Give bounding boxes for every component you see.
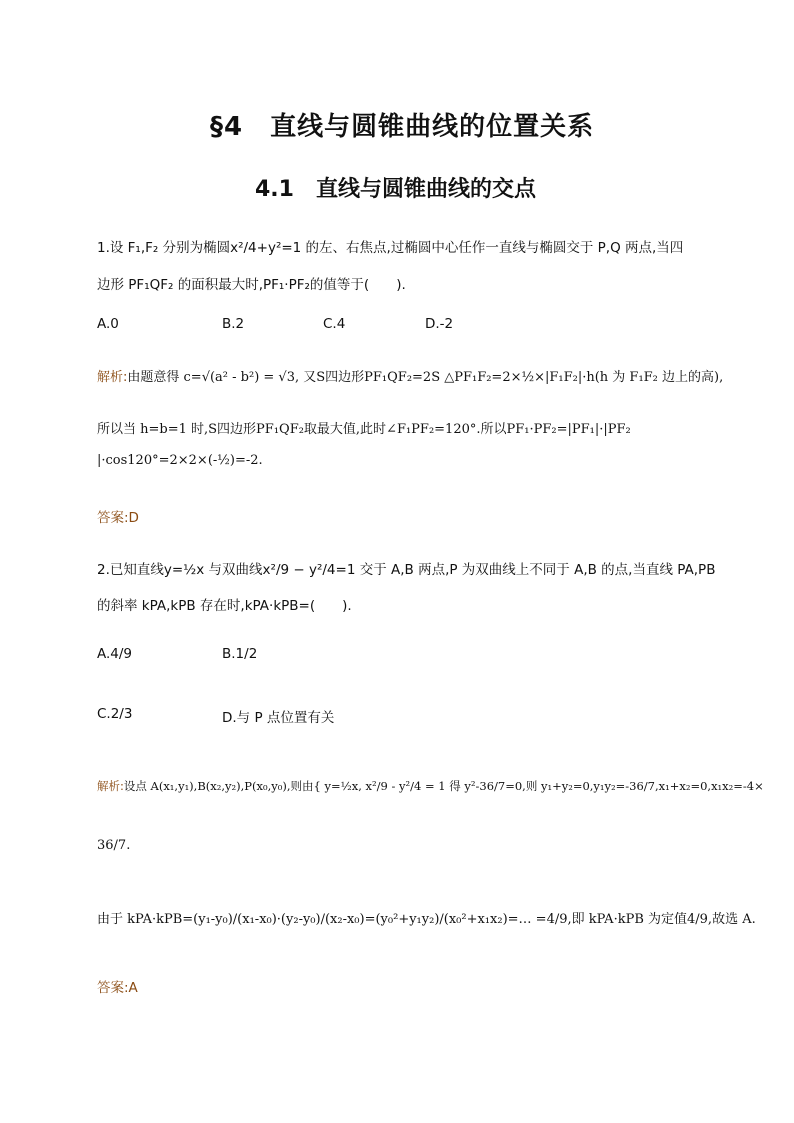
- problem1-solution-line3: |·cos120°=2×2×(-½)=-2.: [97, 453, 263, 468]
- solution-text: 由题意得 c=√(a² - b²) = √3, 又S四边形PF₁QF₂=2S △PF₁F₂=2×½×|F₁F₂|·h(h 为 F₁F₂ 边上的高),: [127, 370, 724, 385]
- problem2-answer: 答案:A: [97, 980, 138, 996]
- problem2-choice-a: A.4/9: [97, 646, 133, 662]
- problem1-solution-line2: 所以当 h=b=1 时,S四边形PF₁QF₂取最大值,此时∠F₁PF₂=120°.所以PF₁·PF₂=|PF₁|·|PF₂: [97, 422, 631, 437]
- problem2-stem-line2: 的斜率 kPA,kPB 存在时,kPA·kPB=( ).: [97, 598, 352, 614]
- problem1-answer: 答案:D: [97, 510, 139, 526]
- problem2-solution-line1: [97, 778, 764, 794]
- problem1-choice-b: B.2: [222, 316, 245, 332]
- problem2-choice-d: D.与 P 点位置有关: [222, 710, 335, 726]
- problem1-choice-c: C.4: [323, 316, 346, 332]
- problem2-solution-line2: 36/7.: [97, 838, 131, 853]
- problem1-stem-line1: 1.设 F₁,F₂ 分别为椭圆x²/4+y²=1 的左、右焦点,过椭圆中心任作一直线与椭圆交于 P,Q 两点,当四: [97, 240, 684, 256]
- problem1-choice-d: D.-2: [425, 316, 454, 332]
- problem2-stem-line1: 2.已知直线y=½x 与双曲线x²/9 − y²/4=1 交于 A,B 两点,P 为双曲线上不同于 A,B 的点,当直线 PA,PB: [97, 562, 716, 578]
- problem1-choice-a: A.0: [97, 316, 119, 332]
- problem1-solution-line1: [97, 366, 723, 385]
- solution-label: 解析:: [97, 779, 124, 793]
- problem1-stem-line2: 边形 PF₁QF₂ 的面积最大时,PF₁·PF₂的值等于( ).: [97, 277, 406, 293]
- problem2-choice-b: B.1/2: [222, 646, 258, 662]
- problem2-solution-line3: 由于 kPA·kPB=(y₁-y₀)/(x₁-x₀)·(y₂-y₀)/(x₂-x₀)=(y₀²+y₁y₂)/(x₀²+x₁x₂)=… =4/9,即 kPA·kPB 为定值4/9,故选 A.: [97, 912, 756, 927]
- solution-text: 设点 A(x₁,y₁),B(x₂,y₂),P(x₀,y₀),则由{ y=½x, x²/9 - y²/4 = 1 得 y²-36/7=0,则 y₁+y₂=0,y₁y₂=-36/7,x₁+x₂=0,x₁x₂=-4×: [123, 779, 764, 793]
- solution-label: 解析:: [97, 370, 128, 385]
- section-title: §4 直线与圆锥曲线的位置关系: [210, 112, 595, 142]
- subsection-title: 4.1 直线与圆锥曲线的交点: [255, 177, 536, 202]
- problem2-choice-c: C.2/3: [97, 706, 133, 722]
